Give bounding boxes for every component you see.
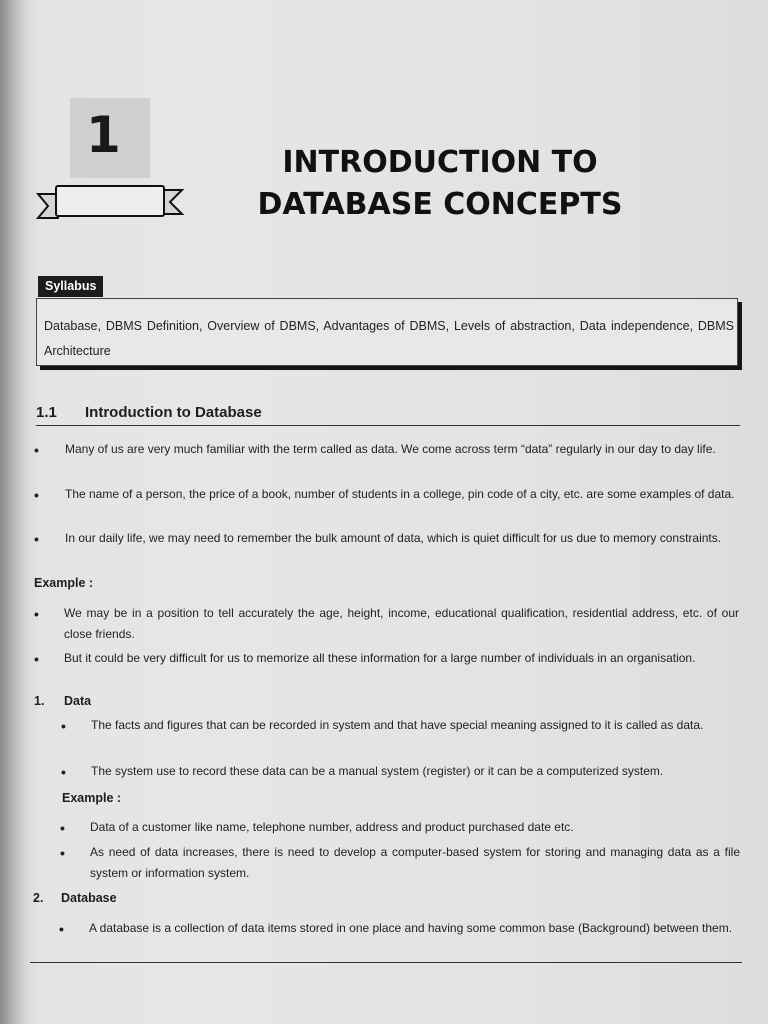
item-1-example-bullet-1: Data of a customer like name, telephone number, address and product purchased date etc. — [90, 820, 574, 834]
item-1-example-label: Example : — [62, 791, 122, 805]
bullet-dot: • — [60, 820, 65, 836]
chapter-title-line1: INTRODUCTION TO — [282, 145, 598, 180]
bullet-dot: • — [34, 606, 39, 622]
ribbon-icon — [36, 180, 184, 226]
example-bullet-1: We may be in a position to tell accurately the age, height, income, educational qualification, residential address, etc. of our close friends. — [64, 606, 739, 641]
syllabus-label: Syllabus — [38, 276, 103, 297]
bullet-dot: • — [34, 651, 39, 667]
bullet-dot: • — [34, 531, 39, 547]
intro-bullet-2: The name of a person, the price of a book, number of students in a college, pin code of a city, etc. are some examples of data. — [65, 487, 735, 501]
example-label: Example : — [34, 576, 94, 590]
chapter-title-line2: DATABASE CONCEPTS — [257, 187, 623, 222]
item-2-bullet-1: A database is a collection of data items stored in one place and having some common base (Background) between them. — [89, 921, 733, 935]
item-1-bullet-1: The facts and figures that can be recorded in system and that have special meaning assigned to it is called as data. — [91, 718, 704, 732]
example-bullet-2: But it could be very difficult for us to memorize all these information for a large number of individuals in an organisation. — [64, 651, 696, 665]
intro-bullet-1: Many of us are very much familiar with the term called as data. We come across term “data” regularly in our day to day life. — [65, 442, 716, 456]
bullet-dot: • — [61, 764, 66, 780]
syllabus-text: Database, DBMS Definition, Overview of DBMS, Advantages of DBMS, Levels of abstraction, Data independence, DBMS Architecture — [44, 319, 734, 358]
section-title: Introduction to Database — [85, 404, 262, 421]
bullet-dot: • — [61, 718, 66, 734]
bullet-dot: • — [60, 845, 65, 861]
item-2-title: Database — [61, 891, 117, 905]
chapter-number: 1 — [86, 106, 121, 164]
item-1-title: Data — [64, 694, 92, 708]
bullet-dot: • — [34, 487, 39, 503]
intro-bullet-3: In our daily life, we may need to remember the bulk amount of data, which is quiet difficult for us due to memory constraints. — [65, 531, 722, 545]
chapter-title — [200, 142, 680, 226]
item-1-example-bullet-2: As need of data increases, there is need to develop a computer-based system for storing and managing data as a file system or information system. — [90, 845, 740, 880]
bullet-dot: • — [34, 442, 39, 458]
bullet-dot: • — [59, 921, 64, 937]
bottom-rule — [30, 962, 742, 963]
section-rule — [36, 425, 740, 426]
item-1-number: 1. — [34, 694, 45, 708]
item-1-bullet-2: The system use to record these data can be a manual system (register) or it can be a computerized system. — [91, 764, 664, 778]
item-2-number: 2. — [33, 891, 44, 905]
section-number: 1.1 — [36, 404, 57, 421]
